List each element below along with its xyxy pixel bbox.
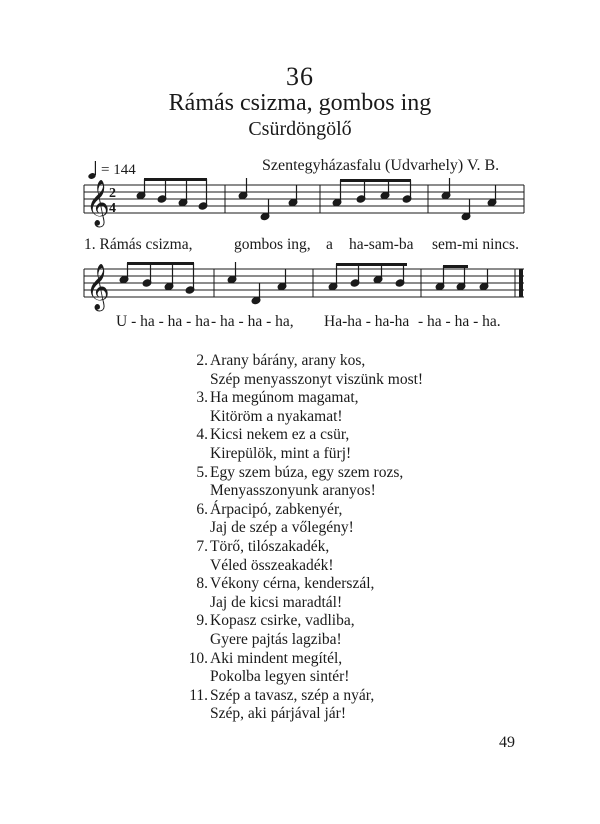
tempo-value: = 144	[101, 161, 136, 178]
verse-number: 7.	[196, 537, 208, 555]
verse-line: Jaj de szép a vőlegény!	[210, 519, 354, 537]
verse-line: Véled összeakadék!	[210, 556, 334, 574]
verse-line: Vékony cérna, kenderszál,	[210, 575, 375, 593]
lyric-syllable: U - ha - ha - ha	[116, 313, 210, 330]
music-staff-2	[0, 254, 600, 324]
verse-line: Kitöröm a nyakamat!	[210, 407, 343, 425]
verse-line: Kicsi nekem ez a csür,	[210, 426, 350, 444]
verse-number: 8.	[196, 575, 208, 593]
song-number: 36	[286, 62, 314, 91]
verse-number: 3.	[196, 389, 208, 407]
verse-number: 11.	[189, 686, 208, 704]
treble-clef-icon: 𝄞	[86, 264, 110, 310]
music-staff-1	[0, 170, 600, 240]
verse-line: Ha megúnom magamat,	[210, 389, 359, 407]
time-signature-top: 2	[109, 186, 116, 201]
verse-number: 2.	[196, 352, 208, 369]
verse-number: 5.	[196, 463, 208, 481]
lyric-syllable: ha-sam-ba	[349, 236, 414, 253]
verse-line: Aki mindent megítél,	[210, 649, 343, 667]
verse-number: 10.	[188, 649, 208, 667]
song-title: Rámás csizma, gombos ing	[168, 90, 432, 116]
verse-line: Árpacipó, zabkenyér,	[210, 500, 343, 518]
lyric-syllable: 1. Rámás csizma,	[84, 236, 193, 253]
lyric-syllable: Ha-ha - ha-ha	[324, 313, 410, 330]
verse-line: Gyere pajtás lagziba!	[210, 630, 342, 648]
verse-line: Menyasszonyunk aranyos!	[210, 482, 376, 500]
song-subtitle: Csürdöngölő	[248, 118, 352, 140]
verse-line: Egy szem búza, egy szem rozs,	[210, 463, 404, 481]
lyric-syllable: - ha - ha - ha,	[211, 313, 294, 330]
treble-clef-icon: 𝄞	[86, 180, 110, 226]
verse-line: Arany bárány, arany kos,	[210, 352, 366, 369]
verse-number: 9.	[196, 612, 208, 630]
verse-line: Kopasz csirke, vadliba,	[210, 612, 355, 630]
verse-line: Szép a tavasz, szép a nyár,	[210, 686, 375, 704]
verse-line: Szép menyasszonyt viszünk most!	[210, 370, 424, 388]
lyric-syllable: a	[326, 236, 333, 253]
verse-number: 4.	[196, 426, 208, 444]
verse-line: Szép, aki párjával jár!	[210, 705, 346, 723]
lyric-syllable: - ha - ha - ha.	[418, 313, 501, 330]
page-number: 49	[499, 734, 515, 751]
verse-line: Kirepülök, mint a fürj!	[210, 444, 352, 462]
verse-line: Törő, tilószakadék,	[210, 537, 330, 555]
verse-line: Jaj de kicsi maradtál!	[210, 593, 343, 611]
time-signature-bottom: 4	[109, 201, 116, 216]
song-origin: Szentegyházasfalu (Udvarhely) V. B.	[262, 157, 500, 174]
lyric-syllable: gombos ing,	[234, 236, 311, 253]
verse-line: Pokolba legyen sintér!	[210, 668, 350, 686]
verse-number: 6.	[196, 500, 208, 518]
lyric-syllable: sem-mi nincs.	[432, 236, 519, 253]
